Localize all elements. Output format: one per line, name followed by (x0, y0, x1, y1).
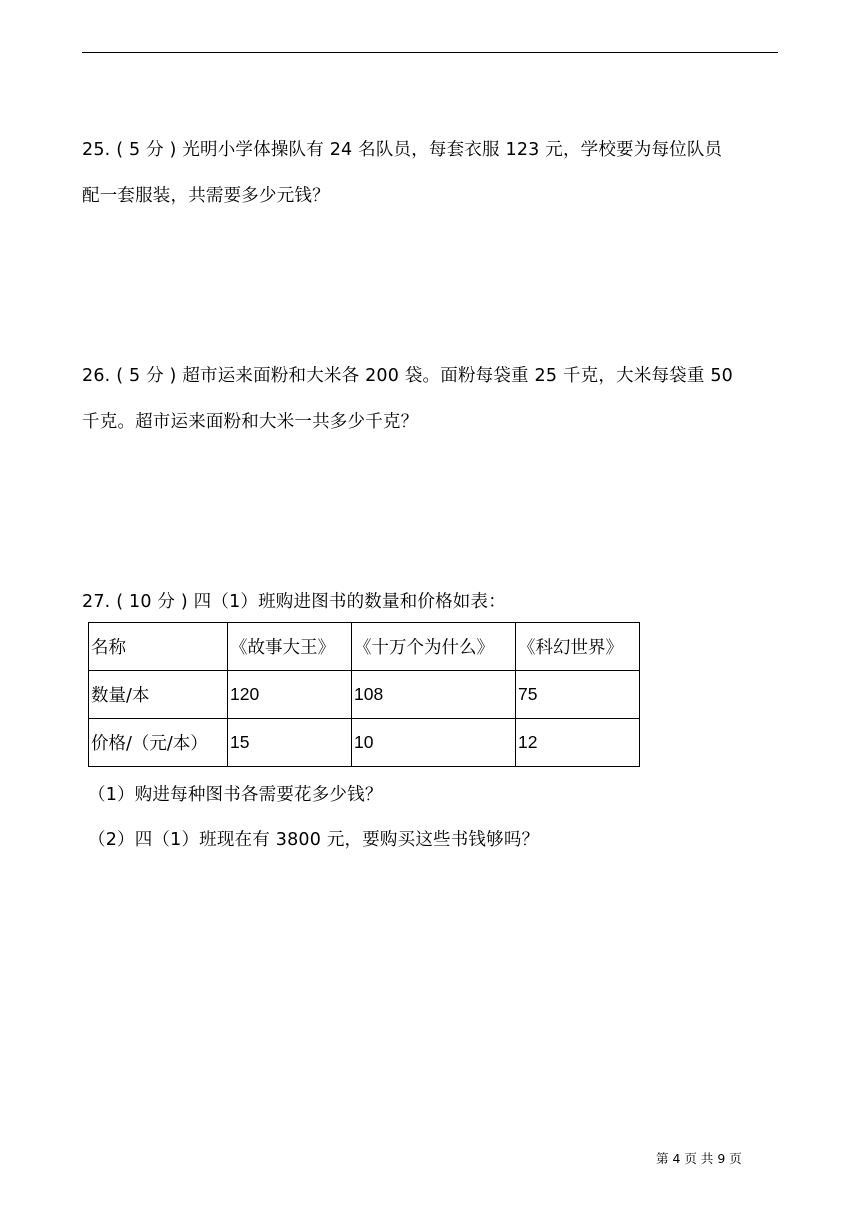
table-header-cell: 《故事大王》 (228, 623, 352, 671)
table-row (89, 719, 640, 767)
table-cell: 数量/本 (89, 671, 228, 719)
table-cell: 108 (352, 671, 516, 719)
table-header-row (89, 623, 640, 671)
table-cell: 10 (352, 719, 516, 767)
header-rule (82, 52, 778, 53)
question-26-line-1: 26. ( 5 分 ) 超市运来面粉和大米各 200 袋。面粉每袋重 25 千克，大米每袋重 50 (82, 366, 733, 386)
table-cell: 75 (516, 671, 640, 719)
table-header-cell: 《十万个为什么》 (352, 623, 516, 671)
table-cell: 价格/（元/本） (89, 719, 228, 767)
table-cell: 120 (228, 671, 352, 719)
question-25-line-1: 25. ( 5 分 ) 光明小学体操队有 24 名队员，每套衣服 123 元，学校要为每位队员 (82, 140, 723, 160)
page-number: 第 4 页 共 9 页 (656, 1151, 742, 1166)
table-header-cell: 《科幻世界》 (516, 623, 640, 671)
table-cell: 12 (516, 719, 640, 767)
question-27-title: 27. ( 10 分 ) 四（1）班购进图书的数量和价格如表： (82, 592, 506, 612)
table-row (89, 671, 640, 719)
question-26-line-2: 千克。超市运来面粉和大米一共多少千克？ (82, 412, 419, 432)
table-cell: 15 (228, 719, 352, 767)
question-27-sub-2: （2）四（1）班现在有 3800 元，要购买这些书钱够吗？ (88, 830, 540, 850)
question-27-sub-1: （1）购进每种图书各需要花多少钱？ (88, 785, 383, 805)
question-25-line-2: 配一套服装，共需要多少元钱？ (82, 186, 330, 206)
book-table (88, 622, 640, 767)
table-header-cell: 名称 (89, 623, 228, 671)
